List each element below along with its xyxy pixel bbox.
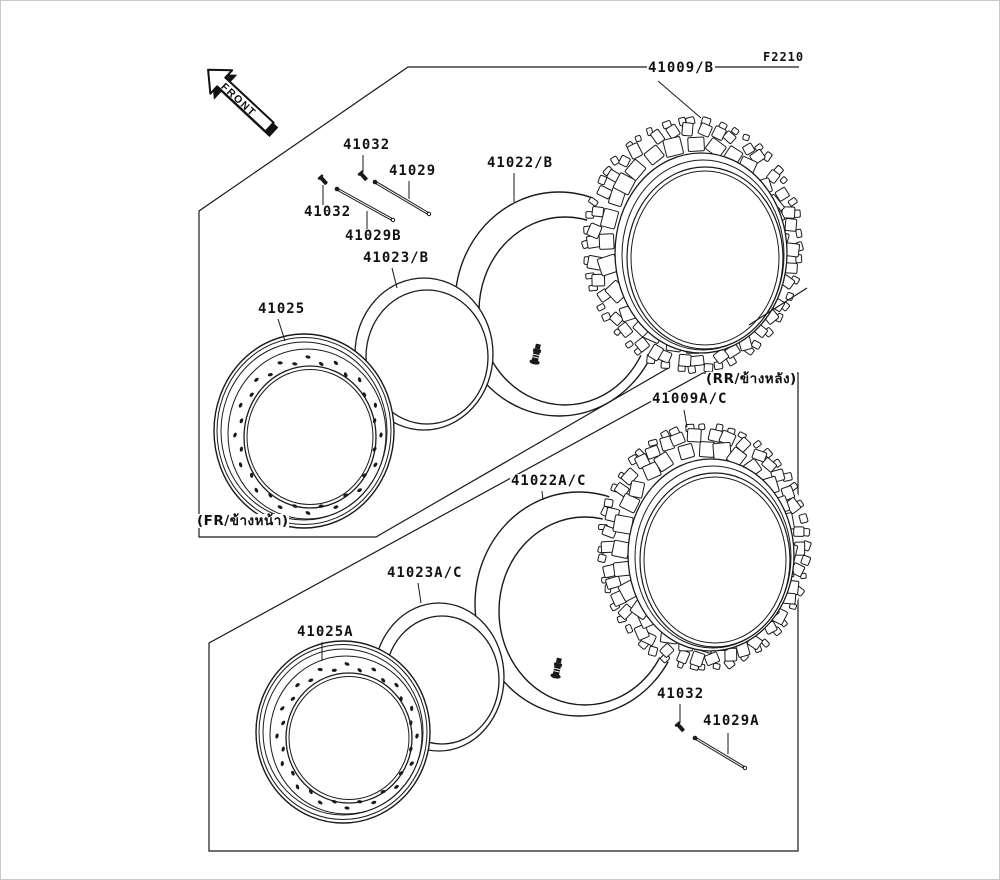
spoke-nipple-front-lower-icon [317,174,329,186]
part-label-tire-front: 41009/B [648,60,715,76]
part-label-nipple-rear: 41032 [657,686,705,702]
part-label-rim-band-rear: 41023A/C [387,565,463,581]
part-label-rim-rear: 41025A [297,624,354,640]
part-label-rim-front: 41025 [258,301,306,317]
diagram-canvas [1,1,1000,880]
figure-code: F2210 [763,50,805,64]
part-label-spoke-front: 41029 [389,163,437,179]
part-label-tire-rear: 41009A/C [652,391,728,407]
spoke-rear-drawing [693,736,747,770]
part-label-tube-rear: 41022A/C [511,473,587,489]
part-label-nipple-front-lower: 41032 [304,204,352,220]
part-label-rim-band-front: 41023/B [363,250,430,266]
front-arrow-label: FRONT [218,80,259,120]
front-section-caption: (FR/ข้างหน้า) [197,513,289,529]
part-label-nipple-front-upper: 41032 [343,137,391,153]
front-arrow-icon [197,58,285,144]
rear-section-caption: (RR/ข้างหลัง) [706,371,797,387]
rim-front-drawing [214,334,394,528]
part-label-tube-front: 41022/B [487,155,554,171]
part-label-spoke-front-b: 41029B [345,228,402,244]
part-label-spoke-rear: 41029A [703,713,760,729]
rim-rear-drawing [256,641,430,823]
